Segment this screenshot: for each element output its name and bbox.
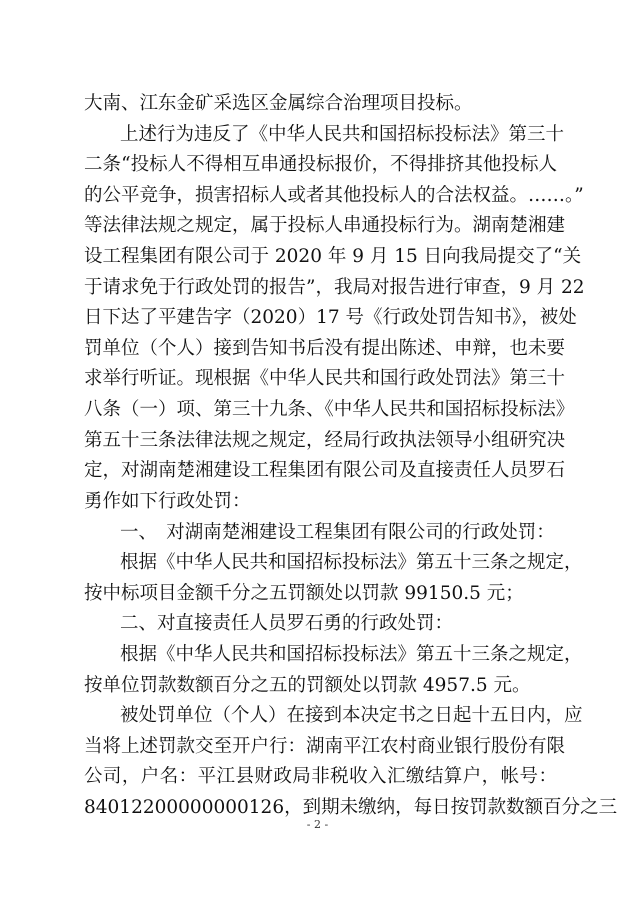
body-line-3: 二条“投标人不得相互串通投标报价，不得排挤其他投标人 (84, 154, 557, 175)
body-line-11: 八条（一）项、第三十九条、《中华人民共和国招标投标法》 (84, 399, 575, 420)
body-line-6: 设工程集团有限公司于 2020 年 9 月 15 日向我局提交了“关 (84, 246, 582, 267)
body-line-22: 当将上述罚款交至开户行：湖南平江农村商业银行股份有限 (84, 736, 566, 757)
body-line-24: 84012200000000126，到期未缴纳，每日按罚款数额百分之三 (84, 797, 618, 818)
section-heading-2: 二、对直接责任人员罗石勇的行政处罚： (120, 613, 454, 634)
body-line-13: 定，对湖南楚湘建设工程集团有限公司及直接责任人员罗石 (84, 460, 566, 481)
body-line-17: 按中标项目金额千分之五罚额处以罚款 99150.5 元； (84, 583, 524, 604)
body-line-7: 于请求免于行政处罚的报告”，我局对报告进行审查，9 月 22 (84, 277, 585, 298)
body-line-21: 被处罚单位（个人）在接到本决定书之日起十五日内，应 (120, 705, 583, 726)
page-number: - 2 - (306, 818, 329, 831)
body-line-2: 上述行为违反了《中华人民共和国招标投标法》第三十 (120, 124, 565, 145)
body-line-19: 根据《中华人民共和国招标投标法》第五十三条之规定， (120, 644, 583, 665)
body-line-5: 等法律法规之规定，属于投标人串通投标行为。湖南楚湘建 (84, 215, 566, 236)
body-line-12: 第五十三条法律法规之规定，经局行政执法领导小组研究决 (84, 430, 566, 451)
body-line-8: 日下达了平建告字（2020）17 号《行政处罚告知书》，被处 (84, 307, 577, 328)
body-line-14: 勇作如下行政处罚： (84, 491, 251, 512)
body-line-4: 的公平竞争，损害招标人或者其他投标人的合法权益。……。” (84, 185, 584, 206)
section-heading-1: 一、 对湖南楚湘建设工程集团有限公司的行政处罚： (120, 522, 555, 543)
body-line-16: 根据《中华人民共和国招标投标法》第五十三条之规定， (120, 552, 583, 573)
body-line-9: 罚单位（个人）接到告知书后没有提出陈述、申辩，也未要 (84, 338, 566, 359)
body-line-20: 按单位罚款数额百分之五的罚额处以罚款 4957.5 元。 (84, 675, 531, 696)
body-line-10: 求举行听证。现根据《中华人民共和国行政处罚法》第三十 (84, 368, 566, 389)
body-line-1: 大南、江东金矿采选区金属综合治理项目投标。 (84, 93, 473, 114)
body-line-23: 公司，户名：平江县财政局非税收入汇缴结算户，帐号： (84, 766, 557, 787)
